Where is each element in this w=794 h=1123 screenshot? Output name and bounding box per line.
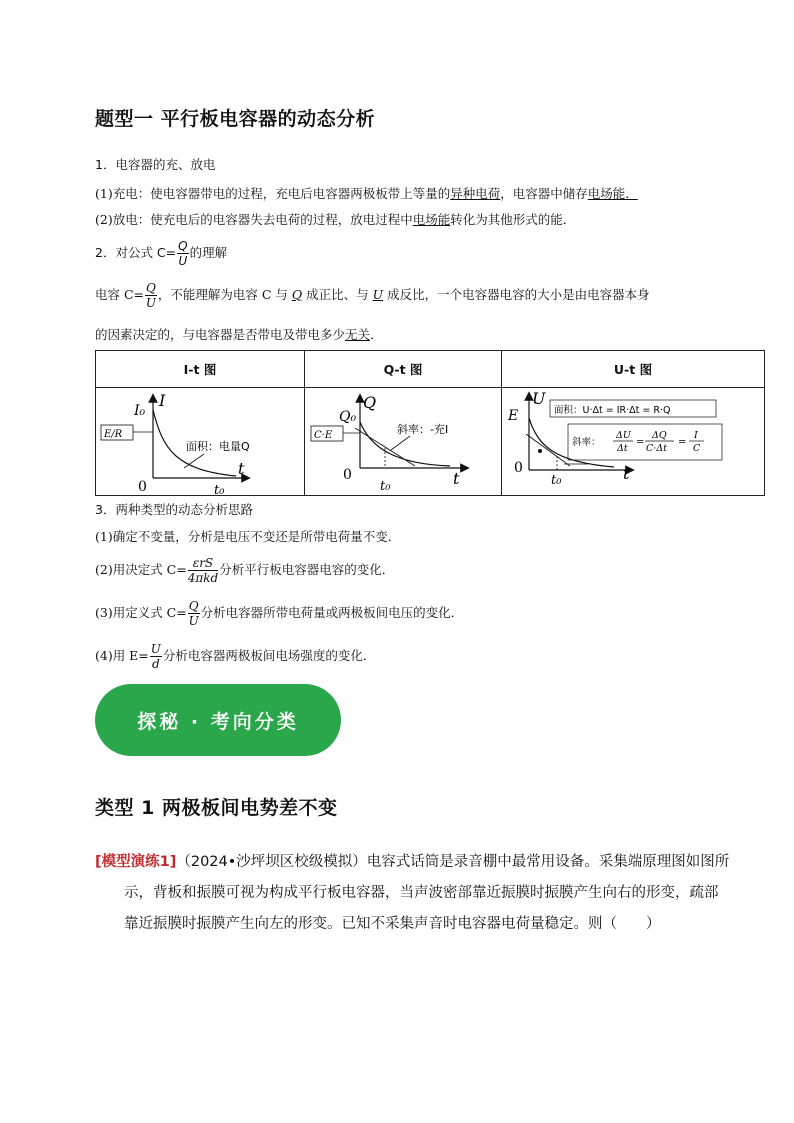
charge-line (95, 184, 638, 202)
section-title: 题型一 平行板电容器的动态分析 (95, 108, 376, 130)
l2-pre: (2)用决定式 C= (95, 562, 187, 577)
frac-num: Q (188, 599, 199, 613)
discharge-blank: 电场能 (412, 212, 451, 227)
discharge-pre: (2)放电：使充电后的电容器失去电荷的过程，放电过程中 (95, 212, 413, 227)
origin-label: 0 (343, 467, 352, 483)
y0-label: I₀ (134, 403, 146, 419)
tangent-line (526, 434, 570, 466)
u-t-graph (502, 388, 764, 495)
section-badge (95, 684, 341, 756)
frac-num: Q (146, 281, 156, 295)
y-axis-label: Q (363, 393, 377, 412)
formula-q-over-u (145, 282, 157, 309)
origin-label: 0 (514, 460, 523, 476)
frac-den: d (152, 657, 160, 671)
charge-blank-1: 异种电荷 (450, 186, 501, 201)
pointer-line (391, 436, 410, 450)
frac2-den: C·Δt (646, 443, 667, 454)
slope-note: 斜率：-充I (397, 423, 449, 436)
item2-heading (95, 240, 227, 267)
y-axis-label: I (159, 391, 166, 410)
y0-label: E (508, 408, 519, 424)
discharge-line (95, 210, 575, 228)
l3-pre: (3)用定义式 C= (95, 605, 187, 620)
x0-label: t₀ (551, 473, 562, 488)
charge-mid: ，电容器中储存 (500, 186, 588, 201)
box-label: C·E (314, 430, 333, 441)
type-title: 类型 1 两极板间电势差不变 (95, 797, 338, 819)
item2-heading-pre: 2．对公式 C= (95, 245, 177, 260)
frac3-den: C (693, 443, 701, 454)
i-t-graph-cell (96, 388, 305, 496)
graph-table (95, 350, 765, 496)
item3-line3 (95, 600, 463, 627)
charge-pre: (1)充电：使电容器带电的过程，充电后电容器两极板带上等量的 (95, 186, 451, 201)
formula-q-over-u (188, 600, 200, 627)
svg-text:=: = (678, 437, 687, 448)
frac1-num: ΔU (616, 430, 631, 441)
frac1-den: Δt (617, 443, 628, 454)
x-axis-label: t (453, 469, 460, 488)
x-axis-label: t (623, 464, 630, 483)
frac-den: U (178, 254, 188, 268)
exercise-tag: [模型演练1] (95, 854, 177, 870)
curve-point (538, 449, 542, 453)
exercise-line3: 靠近振膜时振膜产生向左的形变。已知不采集声音时电容器电荷量稳定。则（ ） (124, 916, 661, 932)
line1-pre: 电容 C= (95, 287, 145, 302)
underlined-q: Q (291, 287, 303, 302)
l4-post: 分析电容器两极板间电场强度的变化． (162, 648, 376, 663)
line2-pre: 的因素决定的，与电容器是否带电及带电多少 (95, 327, 346, 342)
frac-num: Q (178, 239, 188, 253)
l4-pre: (4)用 E= (95, 648, 149, 663)
badge-label: 探秘 · 考向分类 (137, 711, 299, 733)
y-axis-label: U (532, 389, 546, 408)
header-i-t: I-t 图 (96, 351, 305, 388)
exercise-text-1: （2024•沙坪坝区校级模拟）电容式话筒是录音棚中最常用设备。采集端原理图如图所 (176, 854, 730, 870)
item2-line1 (95, 282, 650, 309)
line1-mid: 成正比、与 (302, 287, 373, 302)
x0-label: t₀ (380, 479, 391, 494)
i-t-graph (96, 388, 304, 495)
item3-line4 (95, 643, 375, 670)
underlined-u: U (372, 287, 384, 302)
line2-post: ． (370, 327, 383, 342)
formula-q-over-u (177, 240, 188, 267)
header-q-t: Q-t 图 (305, 351, 502, 388)
area-note: 面积：U·Δt = IR·Δt = R·Q (554, 405, 671, 416)
line2-blank: 无关 (345, 327, 371, 342)
origin-label: 0 (138, 479, 147, 495)
frac-den: U (188, 614, 199, 628)
y0-label: Q₀ (339, 409, 357, 425)
discharge-post: 转化为其他形式的能． (450, 212, 576, 227)
line1-end: 成反比，一个电容器电容的大小是由电容器本身 (383, 287, 650, 302)
frac-den: U (145, 296, 156, 310)
item1-heading: 1．电容器的充、放电 (95, 157, 216, 172)
pointer-line (184, 454, 204, 468)
exercise-line1 (95, 850, 729, 871)
l2-post: 分析平行板电容器电容的变化． (219, 562, 395, 577)
area-note: 面积：电量Q (186, 440, 250, 453)
frac-num: εrS (188, 557, 218, 571)
u-t-graph-cell (502, 388, 765, 496)
frac-den: 4πkd (187, 571, 219, 585)
frac3-num: I (694, 430, 698, 441)
q-t-graph-cell (305, 388, 502, 496)
exercise-line2: 示，背板和振膜可视为构成平行板电容器，当声波密部靠近振膜时振膜产生向右的形变，疏部 (124, 885, 719, 901)
charge-blank-2: 电场能． (587, 186, 638, 201)
frac2-num: ΔQ (652, 430, 667, 441)
item3-heading: 3．两种类型的动态分析思路 (95, 502, 253, 517)
x-axis-label: t (238, 459, 245, 478)
item2-heading-post: 的理解 (189, 245, 228, 260)
formula-eps-s-over-4pikd (188, 557, 218, 584)
q-t-graph (305, 388, 501, 495)
formula-u-over-d (150, 643, 162, 670)
l3-post: 分析电容器所带电荷量或两极板间电压的变化． (200, 605, 464, 620)
header-u-t: U-t 图 (502, 351, 765, 388)
slope-note-label: 斜率： (572, 437, 601, 448)
box-label: E/R (104, 429, 123, 440)
line1-post: ，不能理解为电容 C 与 (157, 287, 292, 302)
x0-label: t₀ (214, 483, 225, 495)
frac-num: U (150, 642, 161, 656)
item3-line1: (1)确定不变量，分析是电压不变还是所带电荷量不变． (95, 529, 401, 544)
svg-text:=: = (636, 437, 645, 448)
item2-line2 (95, 325, 383, 343)
item3-line2 (95, 557, 394, 584)
